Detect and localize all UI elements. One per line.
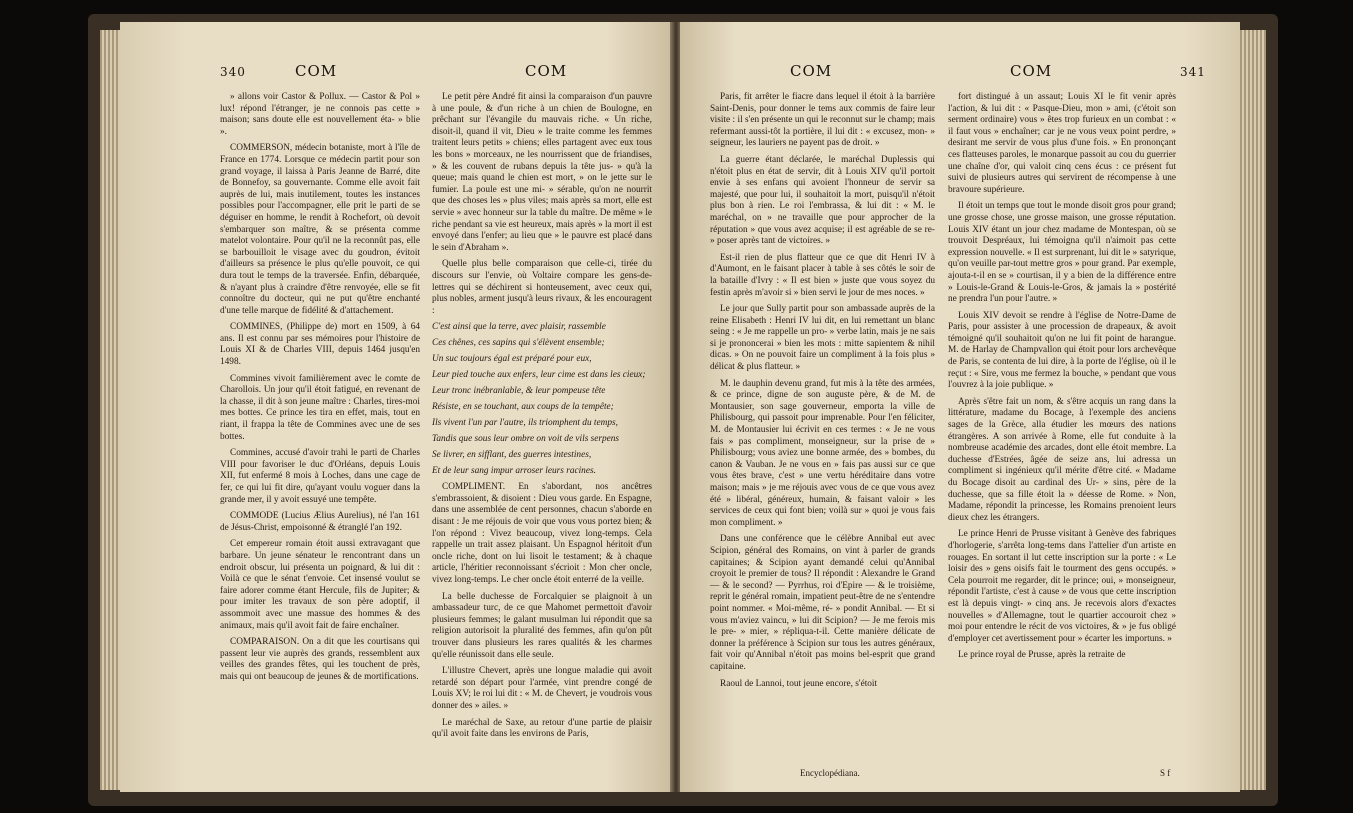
signature-right: S f <box>1160 768 1171 778</box>
left-running-head-1: COM <box>295 62 338 80</box>
verse-block: C'est ainsi que la terre, avec plaisir, rassemble Ces chênes, ces sapins qui s'élèvent ensemble; Un suc toujours égal est préparé pour eux, Leur pied touche aux enfers, leur cime est dans les cieux; Leur tronc inébranlable, & leur pompeuse tête Résiste, en se touchant, aux coups de la tempête; Ils vivent l'un par l'autre, ils triomphent du temps, Tandis que sous leur ombre on voit de vils serpens Se livrer, en sifflant, des guerres intestines, Et de leur sang impur arroser leurs racines. <box>432 322 646 477</box>
page-edges-left <box>100 30 120 790</box>
page-edges-right <box>1240 30 1266 790</box>
left-page <box>120 22 672 792</box>
left-running-head-2: COM <box>525 62 568 80</box>
right-running-head-1: COM <box>790 62 833 80</box>
signature-left: Encyclopédiana. <box>800 768 860 778</box>
right-running-head-2: COM <box>1010 62 1053 80</box>
right-column-2: fort distingué à un assaut; Louis XI le fit venir après l'action, & lui dit : « Pasque-Dieu, mon » ami, (c'étoit son serment ordinaire) vous » êtes trop furieux en un combat : « il faut vous » enchaîner; car je ne vous veux point perdre, » desirant me servir de vous plus d'une fois. » En prononçant ces flatteuses paroles, le monarque passoit au cou du guerrier une chaîne d'or, qui valoit cinq cens écus : ce présent fut suivi de plusieurs autres qui servirent de récompense à une bravoure supérieure. Il étoit un temps que tout le monde disoit gros pour grand; une grosse chose, une grosse maison, une grosse réputation. Louis XIV étant un jour chez madame de Montespan, où se trouvoit Despréaux, lui témoigna qu'il n'aimoit pas cette expression nouvelle. « Il est surprenant, lui dit le » satyrique, qu'on veuille par-tout mettre gros » pour grand. Par exemple, ajouta-t-il en se » courtisan, il y a bien de la différence entre » Louis-le-Grand & Louis-le-Gros, & jamais la » postérité ne prendra l'un pour l'autre. » Louis XIV devoit se rendre à l'église de Notre-Dame de Paris, pour assister à une procession de drapeaux, & avoit témoigné qu'il souhaitoit qu'on ne lui fit point de harangue. M. de Harlay de Champvallon qui étoit pour lors archevêque de Paris, se contenta de lui dire, à la porte de l'église, où il le reçut : « Sire, vous me fermez la bouche, » pendant que vous l'ouvrez à la joie publique. » Après s'être fait un nom, & s'être acquis un rang dans la littérature, madame du Bocage, à l'exemple des anciens sages de la Grèce, alla étudier les mœurs des nations étrangères. A son arrivée à Rome, elle fut conduite à la nombreuse académie des arcades, dont elle étoit membre. La duchesse d'Estrées, âgée de seize ans, lui adressa un compliment si ingénieux qu'il mérite d'être cité. « Madame du Bocage disoit au cardinal des Ur- » sins, père de la duchesse, que sa fille étoit la » déesse de Rome. » Non, Madame, répondit la princesse, les Romains prenoient leurs dieux chez les étrangers. Le prince Henri de Prusse visitant à Genève des fabriques d'horlogerie, s'arrêta long-tems dans l'attelier d'un artiste en rouages. En sortant il lut cette inscription sur la porte : « Le loisir des » gens oisifs fait le tourment des gens occupés. » Cela pourroit me regarder, dit le prince; oui, » monseigneur, répondit l'artiste, c'est à cause » de vous que cette inscription est là depuis vingt- » cinq ans. Je recevois alors d'exactes nouvelles » d'Allemagne, tout le quartier accouroit chez » moi pour entendre le récit de vos victoires, & » je fus obligé d'employer cet avertissement pour » écarter les importuns. » Le prince royal de Prusse, après la retraite de <box>948 92 1176 661</box>
right-page-number: 341 <box>1180 65 1206 79</box>
left-page-number: 340 <box>220 65 246 79</box>
left-column-1: » allons voir Castor & Pollux. — Castor & Pol » lux! répond l'étranger, je ne connois pas cette » maison; sans doute elle est nouvellement éta- » blie ». COMMERSON, médecin botaniste, mort à l'île de France en 1774. Lorsque ce médecin partit pour son grand voyage, il laissa à Paris Jeanne de Barré, dite de Bonnefoy, sa gouvernante. Comme elle avoit fait auprès de lui, mais inutilement, toutes les instances possibles pour l'accompagner, elle prit le parti de se déguiser en homme, le rendit à Rochefort, où devoit s'embarquer son maître, & se présenta comme matelot volontaire. Pour qu'il ne la reconnût pas, elle se barbouilloit le visage avec du goudron, évitoit d'ailleurs sa présence le plus qu'elle pouvoit, ce qui dura tout le temps de la traversée. Enfin, débarquée, & n'ayant plus à craindre d'être renvoyée, elle se fit connoître du docteur, qui ne put qu'être enchanté d'une telle marque de fidélité & d'attachement. COMMINES, (Philippe de) mort en 1509, à 64 ans. Il est connu par ses mémoires pour l'histoire de Louis XI & de Charles VIII, depuis 1464 jusqu'en 1498. Commines vivoit familièrement avec le comte de Charollois. Un jour qu'il étoit fatigué, en revenant de la chasse, il dit à son jeune maître : Charles, tires-moi mes bottes. Ce prince les tira en effet, mais, tout en riant, il frappa la tête de Commines avec une de ses bottes. Commines, accusé d'avoir trahi le parti de Charles VIII pour favoriser le duc d'Orléans, depuis Louis XII, fut enfermé 8 mois à Loches, dans une cage de fer, ce qui lui fit dire, qu'ayant voulu voguer dans la grande mer, il y avoit essuyé une tempête. COMMODE (Lucius Ælius Aurelius), né l'an 161 de Jésus-Christ, empoisonné & étranglé l'an 192. Cet empereur romain étoit aussi extravagant que barbare. Un jeune sénateur le rencontrant dans un endroit obscur, lui présenta un poignard, & lui dit : Voilà ce que le sénat t'envoie. Cet insensé voulut se faire adorer comme étant Hercule, fils de Jupiter; & pour imiter les travaux de son père adoptif, il assommoit avec une massue des hommes & des animaux, mais qu'il avoit fait de faire enchaîner. COMPARAISON. On a dit que les courtisans qui passent leur vie auprès des grands, ressemblent aux veilles des grandes fêtes, qui les touchent de près, mais qui ont beaucoup de jeunes & de mortifications. <box>220 92 420 682</box>
right-column-1: Paris, fit arrêter le fiacre dans lequel il étoit à la barrière Saint-Denis, pour donner le tems aux commis de faire leur visite : il s'en présente un qui le reconnut sur le champ; mais refermant aussi-tôt la portière, il lui dit : « excusez, mon- » seigneur, les lauriers ne payent pas de droit. » La guerre étant déclarée, le maréchal Duplessis qui n'étoit plus en état de servir, dit à Louis XIV qu'il portoit envie à ses enfans qui avoient l'honneur de servir sa majesté, que pour lui, il souhaitoit la mort, puisqu'il n'étoit plus bon à rien. Le roi l'embrassa, & lui dit : « M. le maréchal, on » ne travaille que pour approcher de la réputation » que vous avez acquise; il est agréable de se re- » poser après tant de victoires. » Est-il rien de plus flatteur que ce que dit Henri IV à d'Aumont, en le faisant placer à table à ses côtés le soir de la bataille d'Ivry : « Il est bien » juste que vous soyez du festin après m'avoir si » bien servi le jour de mes noces. » Le jour que Sully partit pour son ambassade auprès de la reine Elisabeth : Henri IV lui dit, en lui remettant un blanc seing : « Je me rappelle un pro- » verbe latin, mais je ne sais si je prononcerai » bien les mots : mitte sapientem & nihil dicas. » On ne pouvoit faire un compliment à la fois plus » délicat & plus flatteur. » M. le dauphin devenu grand, fut mis à la tête des armées, & ce prince, digne de son auguste père, & de M. de Montausier, son sage gouverneur, emporta la ville de Philisbourg, qui passoit pour imprenable. Pour l'en féliciter, M. de Montausier lui écrivit en ces termes : « Je ne vous fais » pas compliment, monseigneur, sur la prise de » Philisbourg; vous aviez une bonne armée, des » bombes, du canon & Vauban. Je ne vous en » fais pas aussi sur ce que vous êtes brave, c'est » une vertu héréditaire dans votre maison; mais » je me réjouis avec vous de ce que vous avez été » libéral, généreux, humain, & faisant valoir » les services de ceux qui font bien; voilà sur » quoi je vous fais mon compliment. » Dans une conférence que le célèbre Annibal eut avec Scipion, général des Romains, on vint à parler de grands capitaines; & Scipion ayant demandé celui qu'Annibal croyoit le premier de tous? Il répondit : Alexandre le Grand — & le second? — Pyrrhus, roi d'Epire — & le troisième, reprit le général romain, impatient peut-être de ne s'entendre point nommer. « Moi-même, ré- » pondit Annibal. — Et si vous m'aviez vaincu, » lui dit Scipion? — Je me ferois mis le pre- » mier, » répliqua-t-il. Cette manière délicate de donner la préférence à Scipion sur tous les autres généraux, fait voir qu'Annibal n'étoit pas moins bel-esprit que grand capitaine. Raoul de Lannoi, tout jeune encore, s'étoit <box>710 92 935 689</box>
right-page <box>680 22 1240 792</box>
left-column-2: Le petit père André fit ainsi la comparaison d'un pauvre à une poule, & d'un riche à un chien de Boulogne, en prêchant sur l'évangile du mauvais riche. « Un riche, disoit-il, quand il vit, Dieu » le traite comme les femmes traitent leurs petits » chiens; elles partagent avec eux tous les bons » morceaux, ne les nourrissent que de friandises, » & les couvent de rubans depuis la tête jus- » qu'à la queue; mais quand le chien est mort, » on le jette sur le fumier. La poule est une mi- » sérable, qu'on ne nourrit que des choses les » plus viles; mais après sa mort, elle est servie » avec honneur sur la table du maître. De même » le riche pendant sa vie est heureux, mais après » la mort il est envoyé dans l'enfer; au lieu que » le pauvre est placé dans le sein d'Abraham ». Quelle plus belle comparaison que celle-ci, tirée du discours sur l'envie, où Voltaire compare les gens-de-lettres qui se déchirent si honteusement, avec ceux qui, plus nobles, arment jusqu'à leurs rivaux, & les encouragent : C'est ainsi que la terre, avec plaisir, rassemble Ces chênes, ces sapins qui s'élèvent ensemble; Un suc toujours égal est préparé pour eux, Leur pied touche aux enfers, leur cime est dans les cieux; Leur tronc inébranlable, & leur pompeuse tête Résiste, en se touchant, aux coups de la tempête; Ils vivent l'un par l'autre, ils triomphent du temps, Tandis que sous leur ombre on voit de vils serpens Se livrer, en sifflant, des guerres intestines, Et de leur sang impur arroser leurs racines. COMPLIMENT. En s'abordant, nos ancêtres s'embrassoient, & disoient : Dieu vous garde. En Espagne, dans une assemblée de cent personnes, chacun s'aborde en disant : Je me réjouis de voir que vous vous portez bien; & l'on répond : Vivez beaucoup, vivez long-temps. Cela rappelle un trait assez plaisant. Un Espagnol héritoit d'un oncle riche, dont on lui lisoit le testament; & à chaque article, l'héritier reconnoissant s'écrioit : Mon cher oncle, vivez long-temps. Le cher oncle étoit enterré de la veille. La belle duchesse de Forcalquier se plaignoit à un ambassadeur turc, de ce que Mahomet permettoit d'avoir plusieurs femmes; le galant musulman lui répondit que sa religion autorisoit la pluralité des femmes, afin qu'on pût trouver dans plusieurs les rares qualités & les charmes qu'elle réunissoit dans elle seule. L'illustre Chevert, après une longue maladie qui avoit retardé son départ pour l'armée, vint prendre congé de Louis XV; le roi lui dit : « M. de Chevert, je voudrois vous donner des » ailes. » Le maréchal de Saxe, au retour d'une partie de plaisir qu'il avoit faite dans les environs de Paris, <box>432 92 652 740</box>
